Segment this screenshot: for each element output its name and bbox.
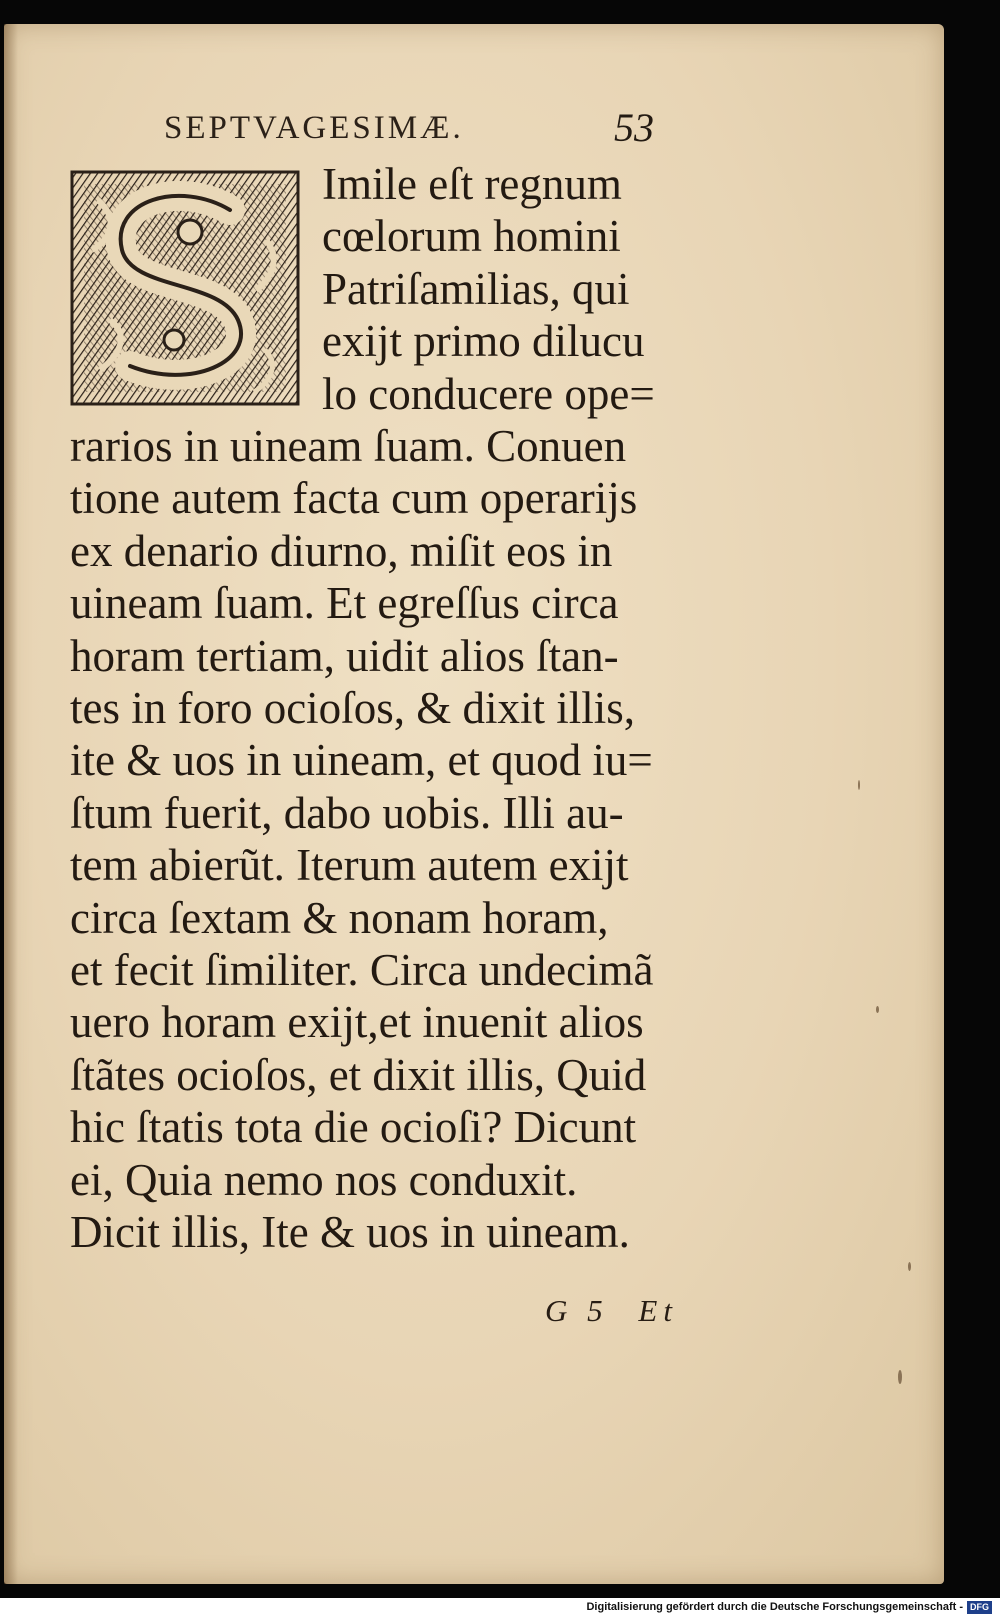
page-number: 53 (614, 105, 654, 150)
paper-speck (876, 1006, 879, 1013)
paper-speck (858, 780, 860, 790)
text-line: uero horam exijt,et inuenit alios (70, 997, 644, 1048)
text-line: ſtãtes ocioſos, et dixit illis, Quid (70, 1049, 647, 1100)
text-line: ex denario diurno, miſit eos in (70, 525, 613, 576)
text-line: horam tertiam, uidit alios ſtan- (70, 630, 619, 681)
text-line: ſtum fuerit, dabo uobis. Illi au- (70, 787, 624, 838)
running-head: SEPTVAGESIMÆ. (164, 110, 464, 146)
text-line: Dicit illis, Ite & uos in uineam. (70, 1207, 630, 1257)
text-line: ei, Quia nemo nos conduxit. (70, 1154, 578, 1205)
signature-label: G 5 (545, 1293, 609, 1328)
catchword: Et (638, 1293, 678, 1328)
text-line: rarios in uineam ſuam. Conuen (70, 421, 627, 471)
text-line: tem abierũt. Iterum autem exijt (70, 840, 629, 891)
signature-mark (545, 1293, 678, 1329)
text-line: Imile eſt regnum (322, 159, 622, 209)
dfg-logo: DFG (967, 1601, 992, 1614)
text-line: Patriſamilias, qui (322, 263, 630, 314)
decorated-initial-s (70, 170, 308, 412)
text-line: hic ſtatis tota die ocioſi? Dicunt (70, 1102, 637, 1153)
text-line: uineam ſuam. Et egreſſus circa (70, 578, 619, 629)
credit-text: Digitalisierung gefördert durch die Deutsche Forschungsgemeinschaft - (586, 1601, 963, 1613)
text-line: tes in foro ocioſos, & dixit illis, (70, 683, 635, 733)
text-line: exijt primo dilucu (322, 316, 645, 367)
digitization-credit (586, 1599, 992, 1615)
text-line: cœlorum homini (322, 211, 621, 262)
paper-speck (898, 1370, 902, 1384)
paper-speck (908, 1262, 911, 1271)
text-line: ite & uos in uineam, et quod iu= (70, 735, 653, 786)
text-line: tione autem facta cum operarijs (70, 473, 638, 524)
text-line: circa ſextam & nonam horam, (70, 892, 609, 943)
text-line: lo conducere ope= (322, 368, 655, 419)
text-line: et fecit ſimiliter. Circa undecimã (70, 945, 654, 995)
page-gutter-shadow (4, 24, 18, 1584)
